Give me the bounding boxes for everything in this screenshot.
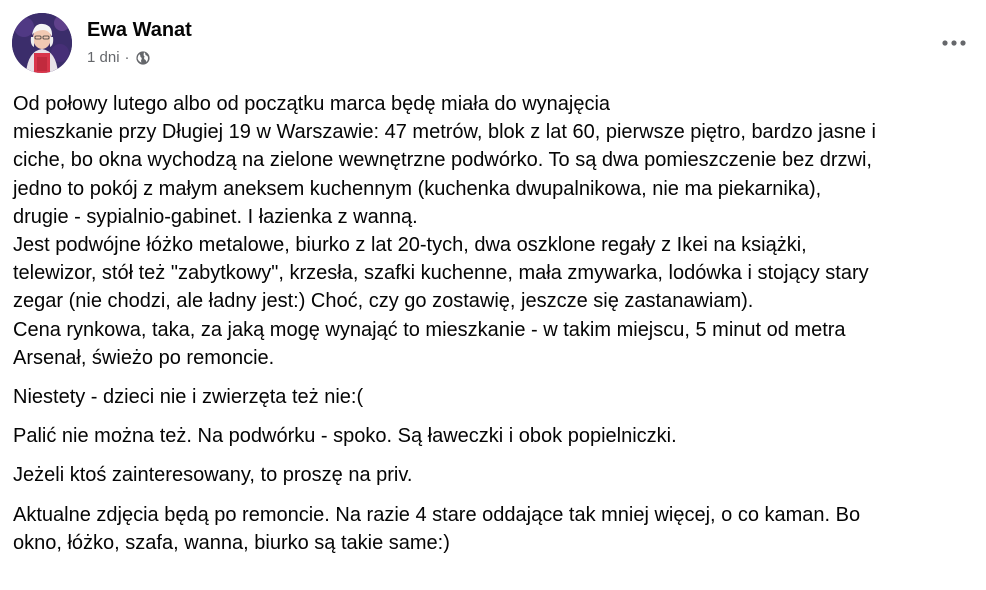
avatar[interactable] [12,13,72,73]
meta-separator: · [124,49,130,66]
post-paragraph [13,501,958,557]
post-text-line: zegar (nie chodzi, ale ładny jest:) Choć, czy go zostawię, jeszcze się zastanawiam). [13,290,754,313]
post-text-line: Arsenał, świeżo po remoncie. [13,346,275,369]
post-meta [87,49,151,66]
post-text-line: Palić nie można też. Na podwórku - spoko. Są ławeczki i obok popielniczki. [13,425,677,448]
post-text-line: telewizor, stół też "zabytkowy", krzesła, szafki kuchenne, mała zmywarka, lodówka i stojący stary [13,262,869,285]
post-text-line: Aktualne zdjęcia będą po remoncie. Na razie 4 stare oddające tak mniej więcej, o co kaman. Bo [13,503,861,526]
post-header [12,13,974,75]
more-horizontal-icon [942,40,966,46]
post-time[interactable]: 1 dni [87,49,120,66]
post-paragraph [13,461,958,489]
more-options-button[interactable] [934,31,974,55]
author-name[interactable]: Ewa Wanat [87,19,192,41]
post-paragraph [13,422,958,450]
post-paragraph [13,90,958,372]
post-text-line: Jeżeli ktoś zainteresowany, to proszę na priv. [13,464,413,487]
globe-icon[interactable] [135,50,151,66]
post-text-line: ciche, bo okna wychodzą na zielone wewnętrzne podwórko. To są dwa pomieszczenie bez drzwi, [13,149,872,172]
post-text-line: drugie - sypialnio-gabinet. I łazienka z wanną. [13,205,418,228]
post-text [13,90,958,568]
post-paragraph [13,383,958,411]
post-text-line: Jest podwójne łóżko metalowe, biurko z lat 20-tych, dwa oszklone regały z Ikei na książki, [13,234,807,257]
avatar-image [12,13,72,73]
post-text-line: Od połowy lutego albo od początku marca będę miała do wynajęcia [13,93,611,115]
post-text-line: mieszkanie przy Długiej 19 w Warszawie: 47 metrów, blok z lat 60, pierwsze piętro, bardzo jasne i [13,121,876,144]
post-text-line: Niestety - dzieci nie i zwierzęta też nie:( [13,386,364,409]
post-text-line: okno, łóżko, szafa, wanna, biurko są takie same:) [13,531,450,554]
post-text-line: jedno to pokój z małym aneksem kuchennym (kuchenka dwupalnikowa, nie ma piekarnika), [13,177,822,200]
post-text-line: Cena rynkowa, taka, za jaką mogę wynająć to mieszkanie - w takim miejscu, 5 minut od metra [13,318,846,341]
